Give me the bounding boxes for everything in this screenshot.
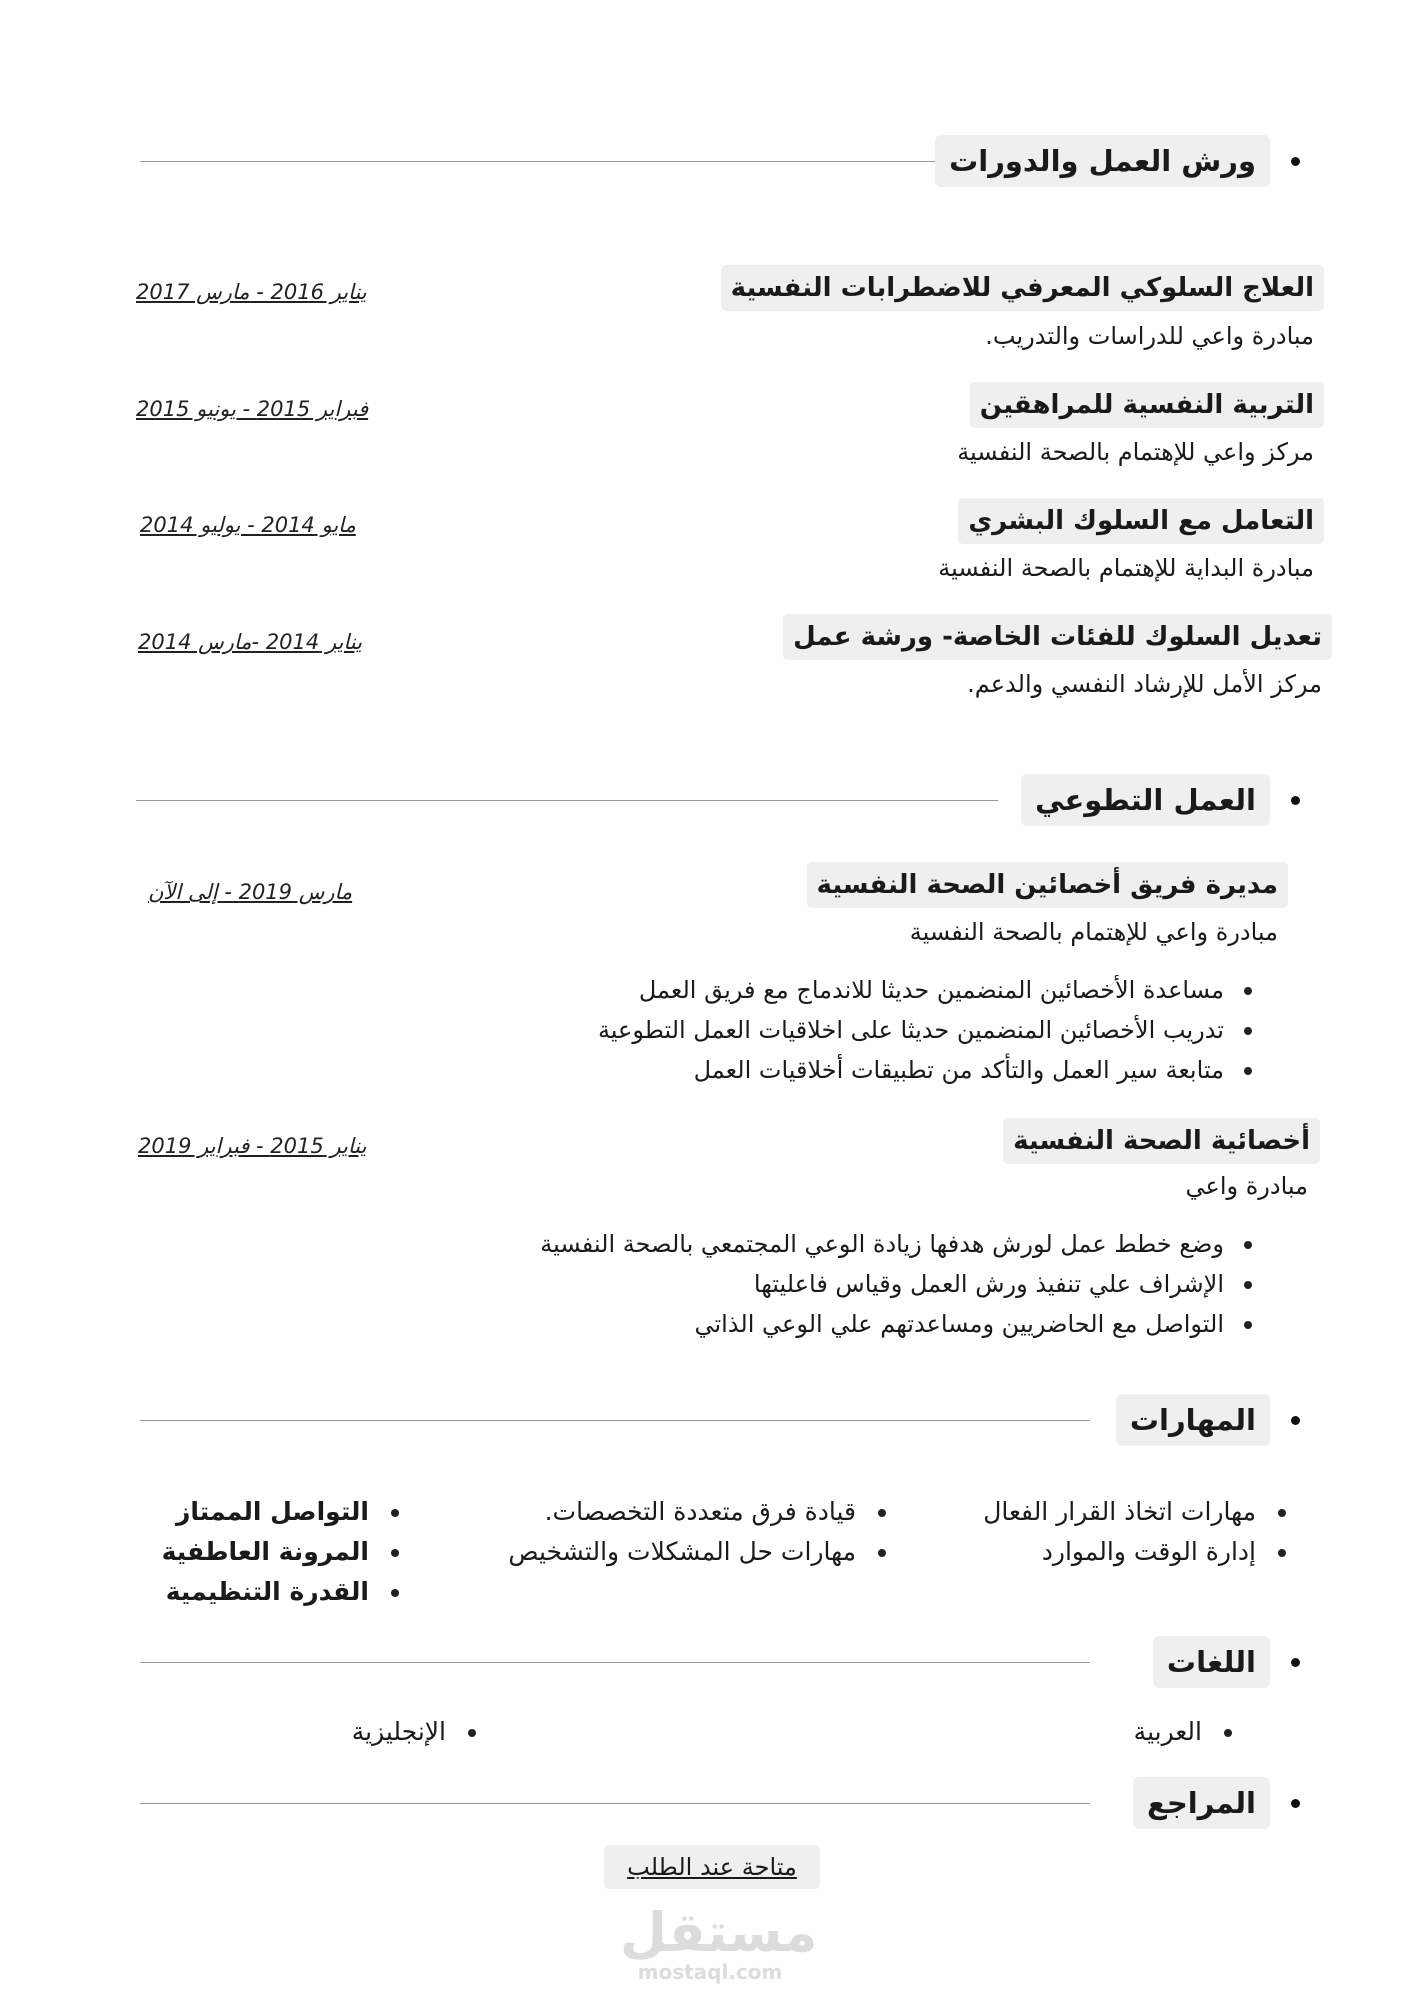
workshop-org: مركز الأمل للإرشاد النفسي والدعم. xyxy=(967,670,1322,698)
skill-item: المرونة العاطفية xyxy=(162,1532,399,1572)
bullet-icon xyxy=(1224,1729,1232,1737)
volunteer-org: مبادرة واعي للإهتمام بالصحة النفسية xyxy=(909,918,1278,946)
bullet-icon xyxy=(1278,1509,1286,1517)
section-title: المراجع xyxy=(1133,1777,1270,1829)
watermark-url: mostaql.com xyxy=(637,1960,783,1984)
references-link[interactable]: متاحة عند الطلب xyxy=(604,1845,820,1889)
bullet-icon xyxy=(1291,1799,1300,1808)
volunteer-duties xyxy=(540,1224,1254,1344)
section-header-references xyxy=(140,1777,1300,1829)
skill-item: قيادة فرق متعددة التخصصات. xyxy=(545,1492,886,1532)
list-item: التواصل مع الحاضريين ومساعدتهم علي الوعي الذاتي xyxy=(540,1304,1224,1344)
language-item: العربية xyxy=(1134,1712,1232,1752)
skill-item: مهارات اتخاذ القرار الفعال xyxy=(983,1492,1286,1532)
workshop-date: فبراير 2015 - يونيو 2015 xyxy=(136,397,369,421)
workshop-title: العلاج السلوكي المعرفي للاضطرابات النفسية xyxy=(721,265,1324,311)
section-title: المهارات xyxy=(1116,1394,1270,1446)
bullet-icon xyxy=(1291,157,1300,166)
watermark-arabic: مستقل xyxy=(620,1901,818,1964)
workshop-title: التربية النفسية للمراهقين xyxy=(970,382,1324,428)
volunteer-title: مديرة فريق أخصائين الصحة النفسية xyxy=(807,862,1288,908)
workshop-org: مبادرة البداية للإهتمام بالصحة النفسية xyxy=(938,554,1314,582)
workshop-title: تعديل السلوك للفئات الخاصة- ورشة عمل xyxy=(783,614,1332,660)
volunteer-duties xyxy=(598,970,1254,1090)
volunteer-date: يناير 2015 - فبراير 2019 xyxy=(138,1134,367,1158)
bullet-icon xyxy=(1291,1416,1300,1425)
section-divider xyxy=(140,1420,1090,1421)
bullet-icon xyxy=(1291,796,1300,805)
list-item: الإشراف علي تنفيذ ورش العمل وقياس فاعليتها xyxy=(540,1264,1224,1304)
workshop-date: يناير 2016 - مارس 2017 xyxy=(136,280,367,304)
workshop-date: مايو 2014 - يوليو 2014 xyxy=(140,513,356,537)
list-item: متابعة سير العمل والتأكد من تطبيقات أخلاقيات العمل xyxy=(598,1050,1224,1090)
section-header-languages xyxy=(140,1636,1300,1688)
list-item: وضع خطط عمل لورش هدفها زيادة الوعي المجتمعي بالصحة النفسية xyxy=(540,1224,1224,1264)
volunteer-date: مارس 2019 - إلى الآن xyxy=(148,880,353,904)
section-divider xyxy=(140,1803,1090,1804)
section-divider xyxy=(136,800,998,801)
volunteer-title: أخصائية الصحة النفسية xyxy=(1003,1118,1320,1164)
section-divider xyxy=(140,161,950,162)
workshop-title: التعامل مع السلوك البشري xyxy=(958,498,1324,544)
skill-item: القدرة التنظيمية xyxy=(166,1572,399,1612)
bullet-icon xyxy=(391,1509,399,1517)
section-divider xyxy=(140,1662,1090,1663)
workshop-date: يناير 2014 -مارس 2014 xyxy=(138,630,362,654)
bullet-icon xyxy=(391,1549,399,1557)
language-item: الإنجليزية xyxy=(352,1712,476,1752)
bullet-icon xyxy=(878,1549,886,1557)
section-header-workshops xyxy=(140,135,1300,187)
section-title: اللغات xyxy=(1153,1636,1270,1688)
workshop-org: مبادرة واعي للدراسات والتدريب. xyxy=(985,322,1314,350)
bullet-icon xyxy=(391,1589,399,1597)
bullet-icon xyxy=(468,1729,476,1737)
section-title: ورش العمل والدورات xyxy=(935,135,1270,187)
bullet-icon xyxy=(878,1509,886,1517)
section-header-volunteer xyxy=(136,774,1300,826)
volunteer-org: مبادرة واعي xyxy=(1185,1172,1308,1200)
bullet-icon xyxy=(1278,1549,1286,1557)
list-item: مساعدة الأخصائين المنضمين حديثا للاندماج مع فريق العمل xyxy=(598,970,1224,1010)
bullet-icon xyxy=(1291,1658,1300,1667)
workshop-org: مركز واعي للإهتمام بالصحة النفسية xyxy=(957,438,1314,466)
skill-item: مهارات حل المشكلات والتشخيص xyxy=(508,1532,886,1572)
skill-item: إدارة الوقت والموارد xyxy=(1042,1532,1286,1572)
mostaql-watermark-logo xyxy=(620,1901,818,1984)
section-header-skills xyxy=(140,1394,1300,1446)
list-item: تدريب الأخصائين المنضمين حديثا على اخلاقيات العمل التطوعية xyxy=(598,1010,1224,1050)
skill-item: التواصل الممتاز xyxy=(176,1492,399,1532)
section-title: العمل التطوعي xyxy=(1021,774,1270,826)
